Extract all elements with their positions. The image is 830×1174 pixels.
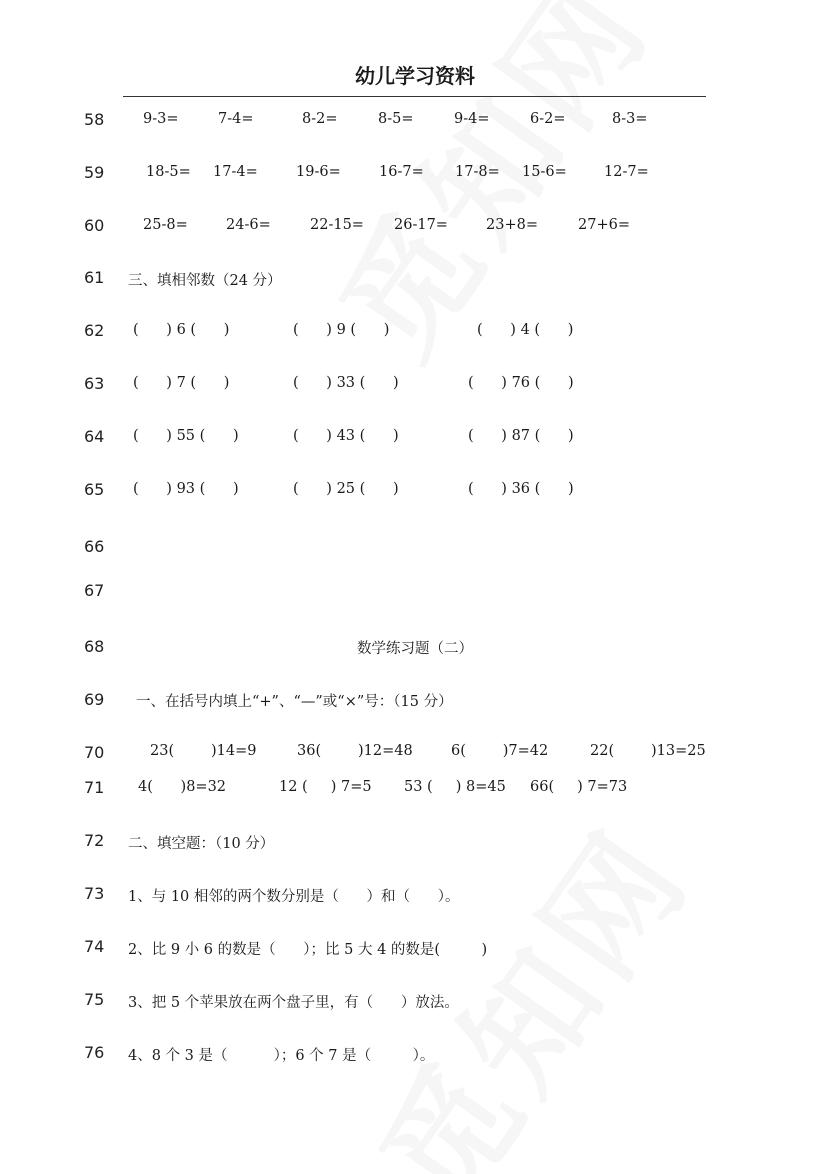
neighbor-number-problem: ( ) 93 ( ) [133,481,239,497]
arithmetic-problem: 8-2= [302,111,338,127]
arithmetic-problem: 9-3= [143,111,179,127]
fill-in-item: 2、比 9 小 6 的数是（ ）；比 5 大 4 的数是( ) [128,942,488,958]
arithmetic-problem: 8-3= [612,111,648,127]
neighbor-number-problem: ( ) 33 ( ) [293,375,399,391]
line-number: 70 [84,743,105,762]
line-number: 67 [84,581,105,600]
line-number: 72 [84,831,105,850]
line-number: 62 [84,321,105,340]
arithmetic-problem: 17-4= [213,164,258,180]
arithmetic-problem: 24-6= [226,217,271,233]
watermark [330,786,724,1174]
line-number: 59 [84,163,105,182]
line-number: 69 [84,690,105,709]
arithmetic-problem: 22-15= [310,217,364,233]
section-heading: 一、在括号内填上“+”、“—”或“×”号：（15 分） [136,694,453,710]
neighbor-number-problem: ( ) 55 ( ) [133,428,239,444]
line-number: 66 [84,537,105,556]
exercise-title: 数学练习题（二） [357,641,473,657]
line-number: 71 [84,778,105,797]
arithmetic-problem: 15-6= [522,164,567,180]
neighbor-number-problem: ( ) 4 ( ) [477,322,574,338]
line-number: 74 [84,937,105,956]
arithmetic-problem: 9-4= [454,111,490,127]
operator-fill-problem: 6( )7=42 [451,743,549,759]
arithmetic-problem: 17-8= [455,164,500,180]
line-number: 73 [84,884,105,903]
operator-fill-problem: 66( ) 7=73 [530,779,628,795]
line-number: 76 [84,1043,105,1062]
line-number: 75 [84,990,105,1009]
section-heading: 三、填相邻数（24 分） [128,273,282,289]
section-heading: 二、填空题：（10 分） [128,836,275,852]
fill-in-item: 4、8 个 3 是（ ）；6 个 7 是（ ）。 [128,1048,435,1064]
operator-fill-problem: 36( )12=48 [297,743,413,759]
neighbor-number-problem: ( ) 43 ( ) [293,428,399,444]
arithmetic-problem: 25-8= [143,217,188,233]
neighbor-number-problem: ( ) 25 ( ) [293,481,399,497]
arithmetic-problem: 18-5= [146,164,191,180]
neighbor-number-problem: ( ) 87 ( ) [468,428,574,444]
operator-fill-problem: 22( )13=25 [590,743,706,759]
operator-fill-problem: 12 ( ) 7=5 [279,779,372,795]
arithmetic-problem: 7-4= [218,111,254,127]
fill-in-item: 1、与 10 相邻的两个数分别是（ ）和（ ）。 [128,889,460,905]
operator-fill-problem: 53 ( ) 8=45 [404,779,506,795]
arithmetic-problem: 12-7= [604,164,649,180]
line-number: 65 [84,480,105,499]
line-number: 58 [84,110,105,129]
line-number: 68 [84,637,105,656]
neighbor-number-problem: ( ) 9 ( ) [293,322,390,338]
operator-fill-problem: 23( )14=9 [150,743,257,759]
neighbor-number-problem: ( ) 76 ( ) [468,375,574,391]
neighbor-number-problem: ( ) 7 ( ) [133,375,230,391]
arithmetic-problem: 23+8= [486,217,538,233]
line-number: 60 [84,216,105,235]
header-divider [123,96,706,97]
arithmetic-problem: 19-6= [296,164,341,180]
page-title: 幼儿学习资料 [355,64,475,88]
operator-fill-problem: 4( )8=32 [138,779,227,795]
arithmetic-problem: 6-2= [530,111,566,127]
line-number: 61 [84,268,105,287]
fill-in-item: 3、把 5 个苹果放在两个盘子里，有（ ）放法。 [128,995,459,1011]
arithmetic-problem: 26-17= [394,217,448,233]
arithmetic-problem: 8-5= [378,111,414,127]
line-number: 63 [84,374,105,393]
neighbor-number-problem: ( ) 6 ( ) [133,322,230,338]
arithmetic-problem: 27+6= [578,217,630,233]
line-number: 64 [84,427,105,446]
arithmetic-problem: 16-7= [379,164,424,180]
neighbor-number-problem: ( ) 36 ( ) [468,481,574,497]
